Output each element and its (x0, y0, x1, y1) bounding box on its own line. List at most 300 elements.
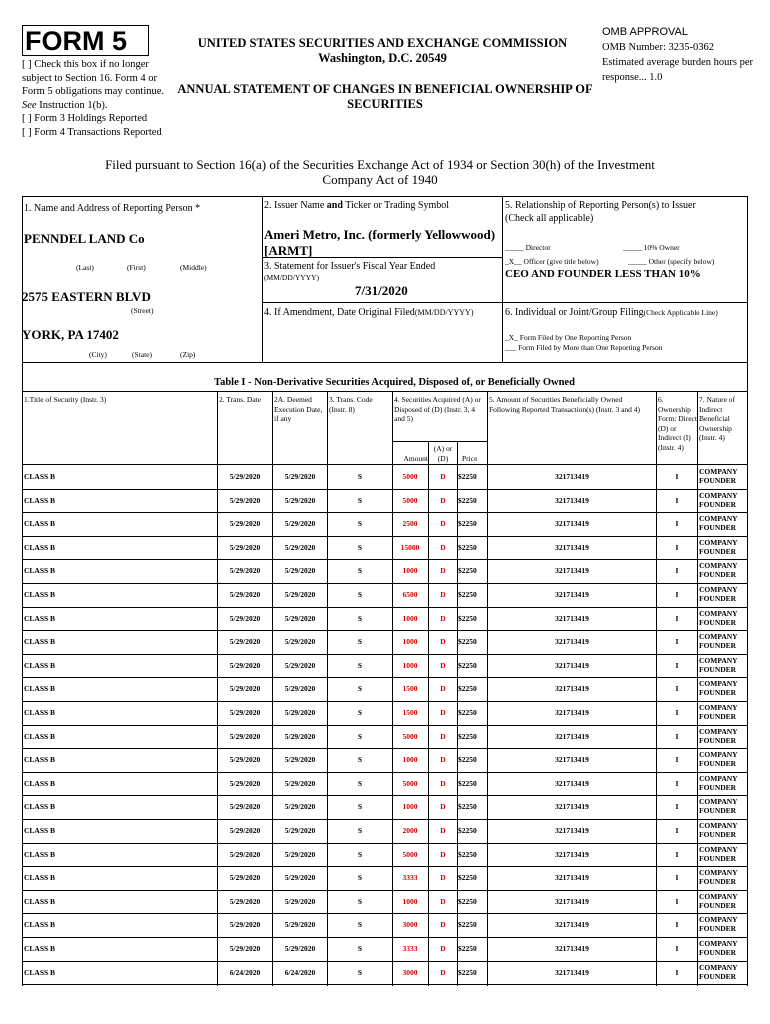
table-row (22, 583, 747, 608)
table-row (22, 866, 747, 891)
cell-price: $2250 (458, 637, 477, 647)
cell-deemed: 5/29/2020 (284, 684, 316, 694)
cell-date: 5/29/2020 (229, 637, 261, 647)
street-caption: (Street) (131, 306, 154, 315)
cell-code: S (357, 590, 363, 599)
cell-deemed: 5/29/2020 (284, 519, 316, 529)
cell-amount: 1000 (402, 637, 418, 647)
cell-code: S (357, 495, 363, 505)
cell-deemed: 5/29/2020 (284, 590, 316, 599)
cell-ad: D (440, 590, 446, 599)
cell-form: I (675, 542, 679, 552)
cell-deemed: 5/29/2020 (284, 566, 316, 576)
table-row (22, 843, 747, 868)
cell-amount: 15000 (400, 542, 420, 552)
cell-price: $2250 (458, 944, 477, 953)
cell-nature: COMPANY FOUNDER (699, 962, 738, 981)
cell-amount: 5000 (402, 731, 418, 741)
cell-date: 5/29/2020 (229, 542, 261, 552)
col-code-header: 3. Trans. Code (Instr. 8) (329, 395, 373, 414)
table-row (22, 937, 747, 962)
cell-ad: D (440, 826, 446, 835)
issuer-name: Ameri Metro, Inc. (formerly Yellowwood) [ARMT] (264, 227, 496, 258)
cell-price: $2250 (458, 495, 477, 505)
cell-form: I (675, 708, 679, 717)
cell-owned: 321713419 (555, 755, 589, 765)
cell-ad: D (440, 660, 446, 670)
col-amount-header: Amount (403, 454, 428, 463)
cell-deemed: 5/29/2020 (284, 613, 316, 623)
cell-date: 5/29/2020 (229, 755, 261, 765)
box4-format: (MM/DD/YYYY) (414, 308, 474, 317)
table-row (22, 630, 747, 655)
city-caption: (City) (89, 350, 107, 359)
cell-ad: D (440, 802, 446, 812)
cell-price: $2250 (458, 778, 477, 788)
cell-nature: COMPANY FOUNDER (699, 679, 738, 698)
cell-deemed: 5/29/2020 (284, 542, 316, 552)
table-row (22, 772, 747, 797)
col-ad-header: (A) or (D) (433, 444, 453, 463)
omb-burden: Estimated average burden hours per response... 1.0 (602, 57, 754, 83)
cell-amount: 6500 (402, 590, 418, 599)
ten-percent-owner-checkbox[interactable]: _____ 10% Owner (623, 243, 680, 252)
city-state-zip: YORK, PA 17402 (22, 327, 119, 342)
box6-label (505, 306, 747, 319)
cell-form: I (675, 802, 679, 812)
cell-nature: COMPANY FOUNDER (699, 608, 738, 627)
cell-price: $2250 (458, 684, 477, 694)
table-row (22, 489, 747, 514)
table-row (22, 913, 747, 938)
cell-owned: 321713419 (555, 873, 589, 883)
table-row (22, 701, 747, 726)
cell-code: S (357, 778, 363, 788)
cell-nature: COMPANY FOUNDER (699, 632, 738, 651)
cell-ad: D (440, 849, 446, 859)
cell-form: I (675, 896, 679, 906)
cell-title: CLASS B (24, 708, 56, 717)
cell-price: $2250 (458, 920, 477, 930)
cell-owned: 321713419 (555, 920, 589, 930)
cell-code: S (357, 826, 363, 835)
cell-amount: 5000 (402, 849, 418, 859)
cell-nature: COMPANY FOUNDER (699, 585, 738, 603)
cell-price: $2250 (458, 826, 477, 835)
cell-title: CLASS B (24, 920, 56, 930)
cell-code: S (357, 519, 363, 529)
col-date-header: 2. Trans. Date (219, 395, 262, 404)
table-row (22, 559, 747, 584)
cell-form: I (675, 519, 679, 529)
cell-code: S (357, 944, 363, 953)
cell-form: I (675, 660, 679, 670)
cell-title: CLASS B (24, 495, 56, 505)
omb-block (602, 25, 767, 85)
cell-price: $2250 (458, 590, 477, 599)
cell-title: CLASS B (24, 849, 56, 859)
cell-deemed: 5/29/2020 (284, 495, 316, 505)
cell-title: CLASS B (24, 637, 56, 647)
cell-date: 6/24/2020 (229, 967, 261, 977)
form4-transactions-checkbox[interactable]: [ ] Form 4 Transactions Reported (22, 126, 162, 138)
form-heading: ANNUAL STATEMENT OF CHANGES IN BENEFICIAL OWNERSHIP OF SECURITIES (177, 82, 593, 111)
cell-date: 5/29/2020 (229, 802, 261, 812)
cell-date: 5/29/2020 (229, 920, 261, 930)
box2-label-pre: 2. Issuer Name (264, 200, 325, 211)
table-row (22, 512, 747, 537)
cell-form: I (675, 590, 679, 599)
cell-deemed: 5/29/2020 (284, 731, 316, 741)
cell-ad: D (440, 542, 446, 552)
cell-title: CLASS B (24, 731, 56, 741)
table-row (22, 725, 747, 750)
cell-deemed: 5/29/2020 (284, 755, 316, 765)
cell-title: CLASS B (24, 826, 56, 835)
cell-date: 5/29/2020 (229, 660, 261, 670)
cell-owned: 321713419 (555, 495, 589, 505)
middle-caption: (Middle) (180, 263, 207, 272)
cell-amount: 1000 (402, 896, 418, 906)
cell-amount: 1500 (402, 708, 418, 717)
form-title: FORM 5 (22, 25, 149, 56)
cell-deemed: 5/29/2020 (284, 873, 316, 883)
cell-code: S (357, 896, 363, 906)
table-row (22, 961, 747, 986)
cell-nature: COMPANY FOUNDER (699, 868, 738, 887)
cell-amount: 5000 (402, 472, 418, 481)
cell-owned: 321713419 (555, 778, 589, 788)
cell-code: S (357, 660, 363, 670)
cell-deemed: 5/29/2020 (284, 708, 316, 717)
cell-date: 5/29/2020 (229, 708, 261, 717)
cell-nature: COMPANY FOUNDER (699, 467, 738, 485)
box2-label (264, 199, 500, 212)
cell-amount: 1500 (402, 684, 418, 694)
cell-nature: COMPANY FOUNDER (699, 726, 738, 745)
cell-deemed: 5/29/2020 (284, 802, 316, 812)
cell-ad: D (440, 519, 446, 529)
checkbox-text: [ ] Check this box if no longer subject to Section 16. Form 4 or Form 5 obligations may continue. (22, 59, 165, 97)
cell-nature: COMPANY FOUNDER (699, 891, 738, 910)
cell-code: S (357, 967, 363, 977)
cell-ad: D (440, 566, 446, 576)
cell-ad: D (440, 873, 446, 883)
cell-owned: 321713419 (555, 849, 589, 859)
cell-form: I (675, 637, 679, 647)
cell-code: S (357, 566, 363, 576)
cell-date: 5/29/2020 (229, 495, 261, 505)
cell-form: I (675, 613, 679, 623)
cell-date: 5/29/2020 (229, 613, 261, 623)
cell-title: CLASS B (24, 755, 56, 765)
cell-price: $2250 (458, 755, 477, 765)
col-securities-header: 4. Securities Acquired (A) or Disposed of (D) (Instr. 3, 4 and 5) (394, 395, 481, 423)
cell-form: I (675, 731, 679, 741)
cell-owned: 321713419 (555, 519, 589, 529)
cell-owned: 321713419 (555, 684, 589, 694)
cell-amount: 1000 (402, 660, 418, 670)
cell-date: 5/29/2020 (229, 731, 261, 741)
cell-form: I (675, 944, 679, 953)
cell-owned: 321713419 (555, 472, 589, 481)
cell-date: 5/29/2020 (229, 519, 261, 529)
cell-title: CLASS B (24, 896, 56, 906)
fiscal-year-end: 7/31/2020 (355, 283, 408, 298)
cell-nature: COMPANY FOUNDER (699, 561, 738, 580)
cell-date: 5/29/2020 (229, 896, 261, 906)
cell-ad: D (440, 896, 446, 906)
box2-label-post: Ticker or Trading Symbol (345, 200, 450, 211)
cell-nature: COMPANY FOUNDER (699, 939, 738, 957)
cell-owned: 321713419 (555, 542, 589, 552)
last-caption: (Last) (76, 263, 94, 272)
cell-deemed: 5/29/2020 (284, 660, 316, 670)
cell-form: I (675, 755, 679, 765)
cell-owned: 321713419 (555, 660, 589, 670)
cell-nature: COMPANY FOUNDER (699, 514, 738, 533)
cell-nature: COMPANY FOUNDER (699, 844, 738, 863)
cell-deemed: 5/29/2020 (284, 920, 316, 930)
form3-holdings-checkbox[interactable]: [ ] Form 3 Holdings Reported (22, 113, 148, 124)
cell-title: CLASS B (24, 778, 56, 788)
cell-code: S (357, 684, 363, 694)
cell-nature: COMPANY FOUNDER (699, 750, 738, 769)
cell-title: CLASS B (24, 660, 56, 670)
cell-code: S (357, 731, 363, 741)
cell-deemed: 5/29/2020 (284, 944, 316, 953)
cell-code: S (357, 802, 363, 812)
box2-label-and: and (326, 200, 343, 211)
zip-caption: (Zip) (180, 350, 196, 359)
table-row (22, 677, 747, 702)
table-title: Table I - Non-Derivative Securities Acquired, Disposed of, or Beneficially Owned (214, 377, 575, 388)
street-address: 2575 EASTERN BLVD (22, 289, 151, 304)
cell-owned: 321713419 (555, 944, 589, 953)
cell-nature: COMPANY FOUNDER (699, 655, 738, 674)
cell-price: $2250 (458, 566, 477, 576)
box1-label-text: 1. Name and Address of Reporting Person (24, 203, 193, 214)
cell-amount: 3333 (402, 873, 418, 883)
cell-date: 5/29/2020 (229, 826, 261, 835)
cell-amount: 1000 (402, 566, 418, 576)
cell-ad: D (440, 731, 446, 741)
agency-location: Washington, D.C. 20549 (318, 51, 447, 65)
box6-label-small: (Check Applicable Line) (643, 308, 718, 317)
cell-owned: 321713419 (555, 731, 589, 741)
cell-nature: COMPANY FOUNDER (699, 703, 738, 721)
cell-amount: 1000 (402, 802, 418, 812)
cell-amount: 5000 (402, 778, 418, 788)
cell-owned: 321713419 (555, 590, 589, 599)
cell-code: S (357, 542, 363, 552)
cell-title: CLASS B (24, 566, 56, 576)
col-title-header: 1.Title of Security (Instr. 3) (24, 395, 107, 404)
box3-label: 3. Statement for Issuer's Fiscal Year Ended (264, 261, 436, 272)
cell-date: 5/29/2020 (229, 684, 261, 694)
cell-owned: 321713419 (555, 613, 589, 623)
cell-title: CLASS B (24, 590, 56, 599)
table-row (22, 536, 747, 561)
cell-date: 5/29/2020 (229, 873, 261, 883)
cell-deemed: 5/29/2020 (284, 637, 316, 647)
table-row (22, 748, 747, 773)
cell-title: CLASS B (24, 944, 56, 953)
cell-title: CLASS B (24, 472, 56, 481)
cell-code: S (357, 755, 363, 765)
omb-approval: OMB APPROVAL (602, 26, 688, 38)
cell-amount: 3333 (402, 944, 418, 953)
cell-ad: D (440, 613, 446, 623)
cell-price: $2250 (458, 660, 477, 670)
cell-amount: 2000 (402, 826, 418, 835)
cell-deemed: 5/29/2020 (284, 896, 316, 906)
cell-price: $2250 (458, 708, 477, 717)
cell-ad: D (440, 778, 446, 788)
cell-ad: D (440, 967, 446, 977)
cell-price: $2250 (458, 519, 477, 529)
box4-label-text: 4. If Amendment, Date Original Filed (264, 307, 415, 318)
cell-ad: D (440, 708, 446, 717)
cell-form: I (675, 566, 679, 576)
cell-owned: 321713419 (555, 967, 589, 977)
box5-sub: (Check all applicable) (505, 213, 594, 224)
director-checkbox[interactable]: _____ Director (505, 243, 551, 252)
no-longer-subject-checkbox[interactable] (22, 58, 172, 112)
cell-price: $2250 (458, 873, 477, 883)
box4-label (264, 306, 500, 319)
agency-block (170, 36, 595, 66)
table-row (22, 890, 747, 915)
cell-price: $2250 (458, 613, 477, 623)
cell-code: S (357, 849, 363, 859)
more-persons-checkbox[interactable]: ___ Form Filed by More than One Reporting Person (505, 343, 663, 352)
reporting-person-name: PENNDEL LAND Co (24, 231, 145, 246)
cell-nature: COMPANY FOUNDER (699, 821, 738, 839)
cell-owned: 321713419 (555, 708, 589, 717)
one-person-checkbox[interactable]: _X_ Form Filed by One Reporting Person (505, 333, 632, 342)
cell-deemed: 5/29/2020 (284, 849, 316, 859)
cell-ad: D (440, 472, 446, 481)
col-price-header: Price (462, 454, 478, 463)
cell-nature: COMPANY FOUNDER (699, 797, 738, 816)
cell-nature: COMPANY FOUNDER (699, 773, 738, 792)
col-form-header: 6. Ownership Form: Direct (D) or Indirect (I) (Instr. 4) (658, 395, 697, 452)
cell-deemed: 5/29/2020 (284, 472, 316, 481)
cell-title: CLASS B (24, 519, 56, 529)
cell-ad: D (440, 755, 446, 765)
cell-price: $2250 (458, 542, 477, 552)
cell-ad: D (440, 944, 446, 953)
cell-owned: 321713419 (555, 566, 589, 576)
col-deemed-header: 2A. Deemed Execution Date, if any (274, 395, 323, 423)
officer-checkbox[interactable]: _X__ Officer (give title below) (505, 257, 599, 266)
table-row (22, 607, 747, 632)
cell-amount: 2500 (402, 519, 418, 529)
cell-form: I (675, 967, 679, 977)
cell-date: 5/29/2020 (229, 590, 261, 599)
cell-form: I (675, 472, 679, 481)
cell-ad: D (440, 637, 446, 647)
cell-owned: 321713419 (555, 637, 589, 647)
cell-code: S (357, 920, 363, 930)
table-row (22, 819, 747, 844)
cell-form: I (675, 920, 679, 930)
cell-form: I (675, 873, 679, 883)
cell-title: CLASS B (24, 967, 56, 977)
omb-number: OMB Number: 3235-0362 (602, 42, 714, 53)
asterisk-link[interactable]: * (195, 203, 201, 214)
cell-title: CLASS B (24, 873, 56, 883)
box6-label-text: 6. Individual or Joint/Group Filing (505, 307, 644, 318)
cell-title: CLASS B (24, 613, 56, 623)
cell-owned: 321713419 (555, 896, 589, 906)
cell-date: 5/29/2020 (229, 472, 261, 481)
agency-name: UNITED STATES SECURITIES AND EXCHANGE COMMISSION (197, 36, 568, 50)
filed-pursuant: Filed pursuant to Section 16(a) of the Securities Exchange Act of 1934 or Section 30(h) of the Investment Company Act of 1940 (105, 157, 655, 187)
cell-date: 5/29/2020 (229, 944, 261, 953)
cell-form: I (675, 849, 679, 859)
table-row (22, 465, 747, 490)
cell-title: CLASS B (24, 542, 56, 552)
cell-ad: D (440, 684, 446, 694)
cell-owned: 321713419 (555, 802, 589, 812)
col-owned-header: 5. Amount of Securities Beneficially Owned Following Reported Transaction(s) (Instr. 3 and 4) (489, 395, 641, 414)
box5-label-text: 5. Relationship of Reporting Person(s) to Issuer (505, 200, 696, 211)
other-checkbox[interactable]: _____ Other (specify below) (628, 257, 715, 266)
cell-price: $2250 (458, 472, 477, 481)
box1-label (24, 202, 260, 215)
box5-label (505, 199, 745, 225)
cell-nature: COMPANY FOUNDER (699, 490, 738, 509)
state-caption: (State) (132, 350, 152, 359)
cell-price: $2250 (458, 896, 477, 906)
officer-title: CEO AND FOUNDER LESS THAN 10% (505, 268, 701, 280)
cell-amount: 5000 (402, 495, 418, 505)
cell-deemed: 5/29/2020 (284, 826, 316, 835)
cell-price: $2250 (458, 731, 477, 741)
cell-deemed: 5/29/2020 (284, 778, 316, 788)
cell-code: S (357, 873, 363, 883)
cell-code: S (357, 472, 363, 481)
cell-form: I (675, 778, 679, 788)
cell-title: CLASS B (24, 802, 56, 812)
cell-title: CLASS B (24, 684, 56, 694)
table-row (22, 654, 747, 679)
cell-ad: D (440, 495, 446, 505)
cell-date: 5/29/2020 (229, 778, 261, 788)
cell-form: I (675, 826, 679, 835)
cell-price: $2250 (458, 967, 477, 977)
cell-price: $2250 (458, 849, 477, 859)
box3-format: (MM/DD/YYYY) (264, 273, 319, 282)
cell-deemed: 6/24/2020 (284, 967, 316, 977)
cell-code: S (357, 708, 363, 717)
table-row (22, 795, 747, 820)
see-italic: See (22, 99, 37, 111)
instruction-text: Instruction 1(b). (39, 99, 108, 111)
col-nature-header: 7. Nature of Indirect Beneficial Ownership (Instr. 4) (699, 395, 736, 442)
cell-amount: 3000 (402, 967, 418, 977)
cell-code: S (357, 637, 363, 647)
cell-code: S (357, 613, 363, 623)
cell-amount: 1000 (402, 755, 418, 765)
cell-owned: 321713419 (555, 826, 589, 835)
cell-ad: D (440, 920, 446, 930)
cell-amount: 3000 (402, 920, 418, 930)
cell-nature: COMPANY FOUNDER (699, 915, 738, 934)
cell-date: 5/29/2020 (229, 566, 261, 576)
